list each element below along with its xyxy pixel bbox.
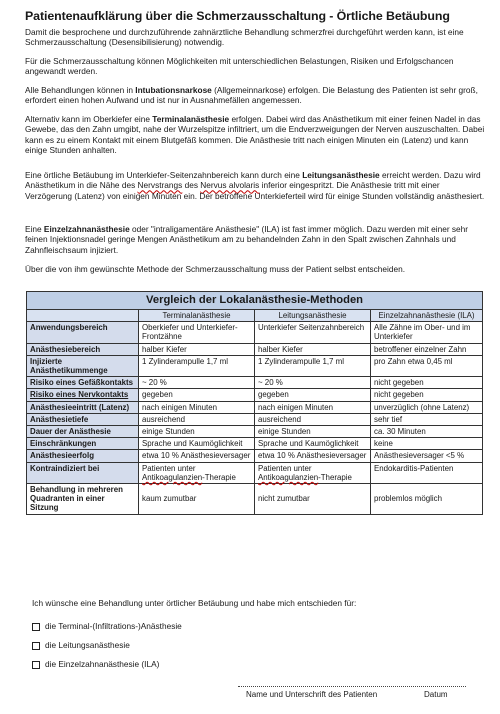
table-caption: Vergleich der Lokalanästhesie-Methoden xyxy=(27,292,483,310)
row-label: Anästhesieerfolg xyxy=(27,450,139,462)
choice-label: die Einzelzahnanästhesie (ILA) xyxy=(45,659,160,669)
intro-paragraph: Damit die besprochene und durchzuführende zahnärztliche Behandlung schmerzfrei durchgeführt werden kann, ist eine Schmerzausschaltung (Desensibilisierung) notwendig. xyxy=(25,27,464,48)
row-label: Injizierte Anästhetikummenge xyxy=(27,355,139,376)
text-fragment: erreicht werden. Dazu wird Anästhetikum in die Nähe des xyxy=(25,170,481,191)
choice-label: die Terminal-(Infiltrations-)Anästhesie xyxy=(45,621,182,631)
table-cell: Anästhesieversager <5 % xyxy=(371,450,483,462)
term-intubationsnarkose: Intubationsnarkose xyxy=(135,85,212,95)
table-row xyxy=(27,355,483,376)
table-cell: ~ 20 % xyxy=(139,377,255,389)
text-fragment: Eine örtliche Betäubung im Unterkiefer-Seitenzahnbereich kann durch eine xyxy=(25,170,303,180)
checkbox[interactable] xyxy=(32,661,40,669)
row-label: Einschränkungen xyxy=(27,438,139,450)
row-label: Risiko eines Gefäßkontakts xyxy=(27,377,139,389)
decision-paragraph: Über die von ihm gewünschte Methode der Schmerzausschaltung muss der Patient selbst entscheiden. xyxy=(25,264,406,274)
table-cell: kaum zumutbar xyxy=(139,484,255,515)
table-row xyxy=(27,401,483,413)
checkbox[interactable] xyxy=(32,623,40,631)
table-cell xyxy=(139,462,255,483)
table-cell: Sprache und Kaumöglichkeit xyxy=(139,438,255,450)
table-cell: etwa 10 % Anästhesieversager xyxy=(255,450,371,462)
row-label: Anästhesietiefe xyxy=(27,413,139,425)
leitung-paragraph xyxy=(25,170,487,201)
table-cell: ausreichend xyxy=(139,413,255,425)
table-cell: Unterkiefer Seitenzahnbereich xyxy=(255,322,371,343)
table-row xyxy=(27,389,483,401)
table-row xyxy=(27,484,483,515)
table-cell: gegeben xyxy=(139,389,255,401)
table-cell: unverzüglich (ohne Latenz) xyxy=(371,401,483,413)
table-cell: keine xyxy=(371,438,483,450)
row-label-text: Risiko eines Nervkontakts xyxy=(30,390,129,400)
table-cell: nach einigen Minuten xyxy=(139,401,255,413)
row-label: Anästhesiebereich xyxy=(27,343,139,355)
table-cell: problemlos möglich xyxy=(371,484,483,515)
table-cell xyxy=(255,462,371,483)
table-cell: nicht gegeben xyxy=(371,389,483,401)
table-cell: etwa 10 % Anästhesieversager xyxy=(139,450,255,462)
table-cell: nach einigen Minuten xyxy=(255,401,371,413)
spellcheck-word: Antikoagulanzien xyxy=(258,472,319,482)
table-cell: Alle Zähne im Ober- und im Unterkiefer xyxy=(371,322,483,343)
row-label: Kontraindiziert bei xyxy=(27,462,139,483)
text-fragment: -Therapie xyxy=(318,472,352,482)
table-row xyxy=(27,426,483,438)
choice-ila[interactable] xyxy=(32,659,159,669)
text-fragment: Alle Behandlungen können in xyxy=(25,85,136,95)
table-cell: halber Kiefer xyxy=(139,343,255,355)
row-label: Anästhesieeintritt (Latenz) xyxy=(27,401,139,413)
spellcheck-word: Nervus alvolaris xyxy=(200,180,260,191)
text-fragment: Alternativ kann im Oberkiefer eine xyxy=(25,114,153,124)
column-header: Terminalanästhesie xyxy=(139,310,255,322)
options-paragraph: Für die Schmerzausschaltung können Möglichkeiten mit unterschiedlichen Belastungen, Risiken und Erfolgschancen angewandt werden. xyxy=(25,56,454,77)
table-cell: ca. 30 Minuten xyxy=(371,426,483,438)
text-fragment: inferior eingespritzt. Die Anästhesie tritt mit einer Verzögerung (Latenz) von einigen Minuten ein. Der betroffene Unterkieferteil wird für einige Stunden vollständig anästhesiert. xyxy=(25,180,485,201)
term-leitungsanaesthesie: Leitungsanästhesie xyxy=(302,170,380,180)
column-header: Leitungsanästhesie xyxy=(255,310,371,322)
term-einzelzahnanaesthesie: Einzelzahnanästhesie xyxy=(43,224,130,234)
text-fragment: Patienten unter xyxy=(258,463,312,473)
text-fragment: -Therapie xyxy=(202,472,236,482)
checkbox[interactable] xyxy=(32,642,40,650)
column-header: Einzelzahnanästhesie (ILA) xyxy=(371,310,483,322)
page-title: Patientenaufklärung über die Schmerzausschaltung - Örtliche Betäubung xyxy=(25,9,450,23)
text-fragment: Patienten unter xyxy=(142,463,196,473)
table-cell: sehr tief xyxy=(371,413,483,425)
table-cell: ~ 20 % xyxy=(255,377,371,389)
table-cell: ausreichend xyxy=(255,413,371,425)
intubation-paragraph xyxy=(25,85,487,106)
signature-date-label: Datum xyxy=(424,690,448,699)
signature-name-label: Name und Unterschrift des Patienten xyxy=(246,690,378,699)
row-label: Behandlung in mehreren Quadranten in einer Sitzung xyxy=(27,484,139,515)
table-cell: 1 Zylinderampulle 1,7 ml xyxy=(139,355,255,376)
table-row xyxy=(27,438,483,450)
term-terminalanaesthesie: Terminalanästhesie xyxy=(152,114,230,124)
column-header xyxy=(27,310,139,322)
choice-leitung[interactable] xyxy=(32,640,130,650)
terminal-paragraph xyxy=(25,114,487,156)
table-cell: einige Stunden xyxy=(139,426,255,438)
table-row xyxy=(27,377,483,389)
text-fragment: oder "intraligamentäre Anästhesie" (ILA) ist fast immer möglich. Dazu werden mit einer sehr feinen Injektionsnadel geringe Mengen Anästhetikum am zu behandelnden Zahn in den Spalt zwischen Zahnhals und Zahnfleischsaum injiziert. xyxy=(25,224,469,255)
table-cell: pro Zahn etwa 0,45 ml xyxy=(371,355,483,376)
text-fragment: Eine xyxy=(25,224,44,234)
choice-label: die Leitungsanästhesie xyxy=(45,640,130,650)
table-cell: nicht gegeben xyxy=(371,377,483,389)
signature-line[interactable] xyxy=(238,686,466,687)
row-label: Anwendungsbereich xyxy=(27,322,139,343)
table-cell: nicht zumutbar xyxy=(255,484,371,515)
choice-intro: Ich wünsche eine Behandlung unter örtlicher Betäubung und habe mich entschieden für: xyxy=(32,598,357,608)
table-cell: Sprache und Kaumöglichkeit xyxy=(255,438,371,450)
row-label xyxy=(27,389,139,401)
spellcheck-word: Nervstrangs xyxy=(137,180,183,191)
table-caption-row xyxy=(27,292,483,310)
table-cell: Endokarditis-Patienten xyxy=(371,462,483,483)
comparison-table xyxy=(26,291,483,515)
table-cell: betroffener einzelner Zahn xyxy=(371,343,483,355)
table-row xyxy=(27,450,483,462)
text-fragment: des xyxy=(182,180,201,191)
table-header-row xyxy=(27,310,483,322)
text-fragment: (Allgemeinnarkose) erfolgen. Die Belastung des Patienten ist sehr groß, erfordert einen hohen Aufwand und ist nur in Ausnahmefällen angemessen. xyxy=(25,85,478,106)
table-row xyxy=(27,343,483,355)
table-cell: gegeben xyxy=(255,389,371,401)
row-label: Dauer der Anästhesie xyxy=(27,426,139,438)
table-row xyxy=(27,413,483,425)
table-row xyxy=(27,462,483,483)
ila-paragraph xyxy=(25,224,487,255)
table-cell: Oberkiefer und Unterkiefer-Frontzähne xyxy=(139,322,255,343)
text-fragment: erfolgen. Dabei wird das Anästhetikum mit einer feinen Nadel in das Gewebe, das den Zahn umgibt, nahe der Wurzelspitze infiltriert, um die Endverzweigungen der Nerven auszuschalten. Dabei kann es zu einem Kontakt mit einem Blutgefäß kommen. Die Anästhesie tritt nach einigen Minuten ein (Latenz) und kann einige Stunden anhalten. xyxy=(25,114,485,156)
table-cell: 1 Zylinderampulle 1,7 ml xyxy=(255,355,371,376)
spellcheck-word: Antikoagulanzien xyxy=(142,472,203,482)
table-cell: einige Stunden xyxy=(255,426,371,438)
choice-terminal[interactable] xyxy=(32,621,182,631)
table-cell: halber Kiefer xyxy=(255,343,371,355)
table-row xyxy=(27,322,483,343)
